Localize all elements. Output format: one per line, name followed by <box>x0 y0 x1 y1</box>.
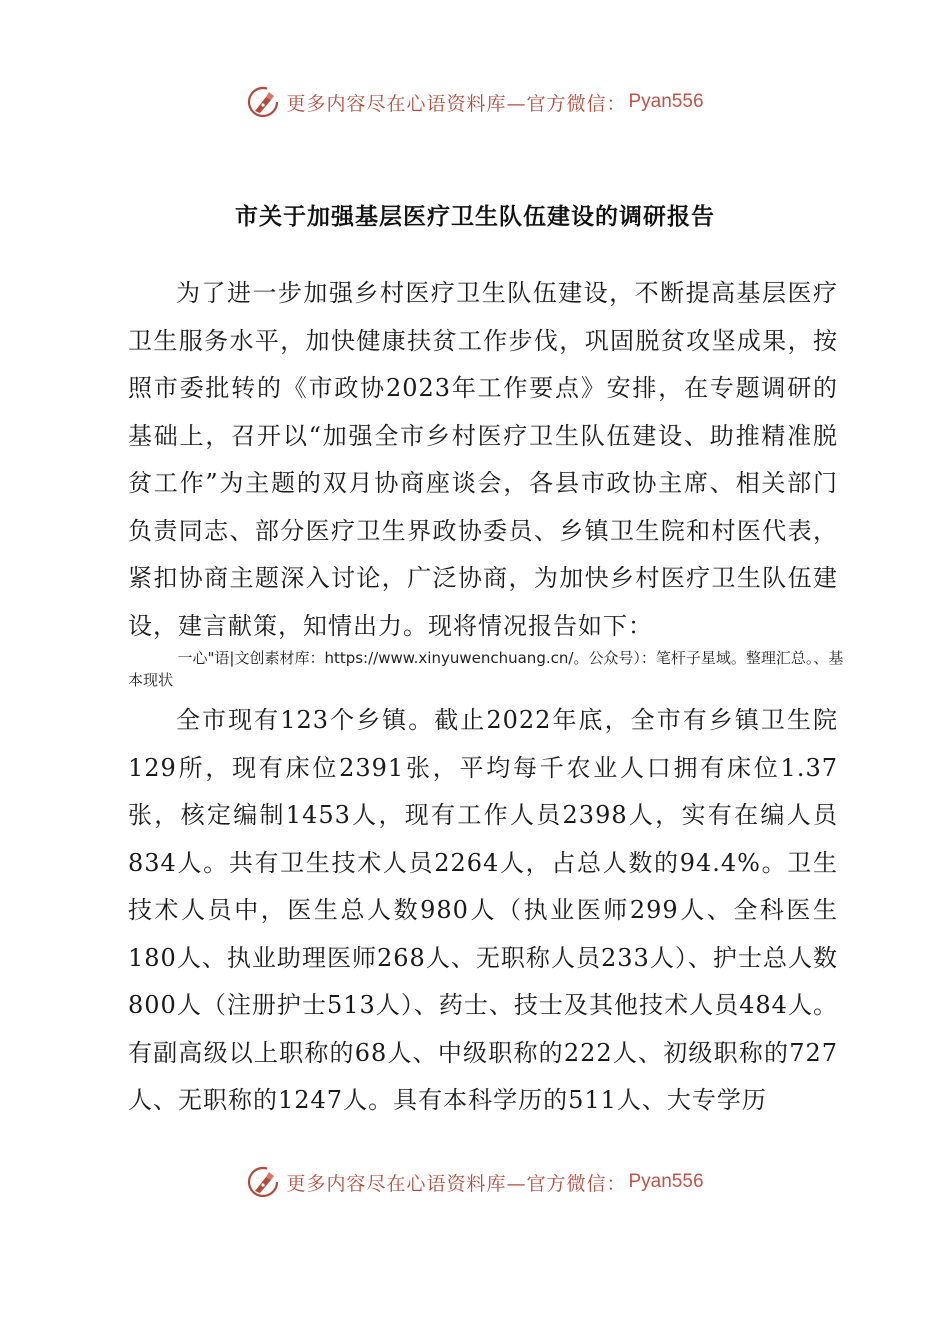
pen-nib-logo-icon <box>246 1165 280 1199</box>
pen-nib-logo-icon <box>246 85 280 119</box>
footer-wechat-id: Pyan556 <box>628 1171 704 1192</box>
header-banner <box>0 82 950 122</box>
status-paragraph: 全市现有123个乡镇。截止2022年底，全市有乡镇卫生院129所，现有床位2391张，平均每千农业人口拥有床位1.37张，核定编制1453人，现有工作人员2398人，实有在编人员834人。共有卫生技术人员2264人，占总人数的94.4%。卫生技术人员中，医生总人数980人（执业医师299人、全科医生180人、执业助理医师268人、无职称人员233人）、护士总人数800人（注册护士513人）、药士、技士及其他技术人员484人。有副高级以上职称的68人、中级职称的222人、初级职称的727人、无职称的1247人。具有本科学历的511人、大专学历 <box>128 706 838 1114</box>
header-wechat-id: Pyan556 <box>628 91 704 112</box>
footer-banner-text: 更多内容尽在心语资料库—官方微信： <box>286 1172 627 1195</box>
footer-banner <box>0 1162 950 1202</box>
intro-paragraph: 为了进一步加强乡村医疗卫生队伍建设，不断提高基层医疗卫生服务水平，加快健康扶贫工作步伐，巩固脱贫攻坚成果，按照市委批转的《市政协2023年工作要点》安排，在专题调研的基础上，召开以“加强全市乡村医疗卫生队伍建设、助推精准脱贫工作”为主题的双月协商座谈会，各县市政协主席、相关部门负责同志、部分医疗卫生界政协委员、乡镇卫生院和村医代表，紧扣协商主题深入讨论，广泛协商，为加快乡村医疗卫生队伍建设，建言献策，知情出力。现将情况报告如下： <box>128 279 838 640</box>
source-note: 一心"语|文创素材库：https://www.xinyuwenchuang.cn/。公众号）：笔杆子星域。整理汇总。、基本现状 <box>128 649 844 689</box>
header-banner-text: 更多内容尽在心语资料库—官方微信： <box>286 92 627 115</box>
document-title: 市关于加强基层医疗卫生队伍建设的调研报告 <box>235 204 715 230</box>
